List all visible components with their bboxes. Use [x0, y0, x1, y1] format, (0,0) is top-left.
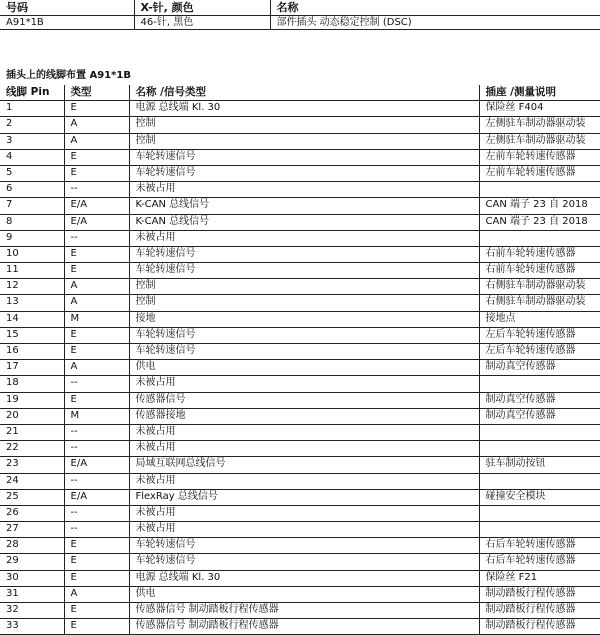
- pin-signal-cell: 传感器信号 制动踏板行程传感器: [129, 603, 479, 619]
- pin-signal-cell: 控制: [129, 279, 479, 295]
- pin-assignment-table: [0, 85, 600, 635]
- pin-signal-cell: 传感器接地: [129, 408, 479, 424]
- pin-type-cell: A: [64, 279, 129, 295]
- table-row: [0, 214, 600, 230]
- header-pin: 线脚 Pin: [0, 85, 64, 101]
- table-row: [0, 392, 600, 408]
- pin-number-cell: 23: [0, 457, 64, 473]
- pin-type-cell: M: [64, 408, 129, 424]
- pin-type-cell: --: [64, 473, 129, 489]
- pin-socket-cell: CAN 端子 23 自 2018: [479, 214, 600, 230]
- pin-number-cell: 15: [0, 327, 64, 343]
- pin-socket-cell: [479, 424, 600, 440]
- table-row: [0, 295, 600, 311]
- pin-number-cell: 25: [0, 489, 64, 505]
- pin-socket-cell: CAN 端子 23 自 2018: [479, 198, 600, 214]
- pin-signal-cell: 接地: [129, 311, 479, 327]
- pin-type-cell: E/A: [64, 198, 129, 214]
- pin-type-cell: E: [64, 603, 129, 619]
- pin-signal-cell: 传感器信号: [129, 392, 479, 408]
- pin-number-cell: 5: [0, 165, 64, 181]
- pin-number-cell: 8: [0, 214, 64, 230]
- pin-number-cell: 14: [0, 311, 64, 327]
- pin-type-cell: --: [64, 522, 129, 538]
- pin-socket-cell: 制动真空传感器: [479, 360, 600, 376]
- pin-number-cell: 16: [0, 344, 64, 360]
- table-row: [0, 489, 600, 505]
- pin-socket-cell: 制动真空传感器: [479, 408, 600, 424]
- table-row: [0, 586, 600, 602]
- pin-socket-cell: 制动踏板行程传感器: [479, 603, 600, 619]
- table-row: [0, 311, 600, 327]
- pin-number-cell: 13: [0, 295, 64, 311]
- pin-number-cell: 3: [0, 133, 64, 149]
- pin-signal-cell: 车轮转速信号: [129, 538, 479, 554]
- header-signal: 名称 /信号类型: [129, 85, 479, 101]
- pin-socket-cell: 右前车轮转速传感器: [479, 263, 600, 279]
- header-number: 号码: [0, 0, 134, 16]
- pin-type-cell: --: [64, 376, 129, 392]
- pin-signal-cell: 供电: [129, 360, 479, 376]
- pin-number-cell: 32: [0, 603, 64, 619]
- pin-socket-cell: 右侧驻车制动器驱动装: [479, 295, 600, 311]
- pin-socket-cell: [479, 473, 600, 489]
- pin-type-cell: E: [64, 538, 129, 554]
- table-row: [0, 246, 600, 262]
- pin-signal-cell: 控制: [129, 117, 479, 133]
- pin-number-cell: 27: [0, 522, 64, 538]
- pin-socket-cell: 左后车轮转速传感器: [479, 344, 600, 360]
- pin-signal-cell: FlexRay 总线信号: [129, 489, 479, 505]
- table-row: [0, 457, 600, 473]
- pin-socket-cell: 左前车轮转速传感器: [479, 149, 600, 165]
- table-row: [0, 165, 600, 181]
- table-row: [0, 117, 600, 133]
- pin-socket-cell: 右后车轮转速传感器: [479, 538, 600, 554]
- table-row: [0, 149, 600, 165]
- pin-signal-cell: 控制: [129, 133, 479, 149]
- pin-signal-cell: 电源 总线端 Kl. 30: [129, 570, 479, 586]
- pin-number-cell: 28: [0, 538, 64, 554]
- pin-number-cell: 20: [0, 408, 64, 424]
- pin-type-cell: --: [64, 441, 129, 457]
- table-row: [0, 376, 600, 392]
- pin-signal-cell: 车轮转速信号: [129, 344, 479, 360]
- connector-pin-color: 46-针, 黑色: [134, 16, 270, 30]
- table-row: [0, 554, 600, 570]
- table-row: [0, 424, 600, 440]
- pin-signal-cell: 局域互联网总线信号: [129, 457, 479, 473]
- pin-type-cell: E: [64, 619, 129, 635]
- pin-number-cell: 7: [0, 198, 64, 214]
- pin-type-cell: A: [64, 133, 129, 149]
- pin-type-cell: E: [64, 165, 129, 181]
- pin-socket-cell: [479, 441, 600, 457]
- pin-number-cell: 19: [0, 392, 64, 408]
- pin-socket-cell: 右后车轮转速传感器: [479, 554, 600, 570]
- pin-type-cell: --: [64, 505, 129, 521]
- pin-number-cell: 12: [0, 279, 64, 295]
- pin-socket-cell: 碰撞安全模块: [479, 489, 600, 505]
- pin-type-cell: E: [64, 101, 129, 117]
- pin-signal-cell: 车轮转速信号: [129, 246, 479, 262]
- table-row: [0, 263, 600, 279]
- pin-number-cell: 11: [0, 263, 64, 279]
- table-row: [0, 408, 600, 424]
- pin-number-cell: 24: [0, 473, 64, 489]
- pin-type-cell: E/A: [64, 489, 129, 505]
- pin-type-cell: E: [64, 246, 129, 262]
- pin-number-cell: 10: [0, 246, 64, 262]
- connector-info-header-row: [0, 0, 600, 16]
- pin-signal-cell: 车轮转速信号: [129, 327, 479, 343]
- pin-socket-cell: 制动踏板行程传感器: [479, 619, 600, 635]
- pin-socket-cell: 左侧驻车制动器驱动装: [479, 117, 600, 133]
- table-row: [0, 570, 600, 586]
- pin-number-cell: 30: [0, 570, 64, 586]
- pin-socket-cell: [479, 376, 600, 392]
- table-row: [0, 538, 600, 554]
- pin-signal-cell: 未被占用: [129, 424, 479, 440]
- pin-number-cell: 1: [0, 101, 64, 117]
- pin-socket-cell: [479, 522, 600, 538]
- pin-type-cell: E: [64, 554, 129, 570]
- table-row: [0, 360, 600, 376]
- pin-signal-cell: 供电: [129, 586, 479, 602]
- header-name: 名称: [270, 0, 600, 16]
- pin-number-cell: 18: [0, 376, 64, 392]
- pin-number-cell: 9: [0, 230, 64, 246]
- pin-signal-cell: K-CAN 总线信号: [129, 198, 479, 214]
- pin-type-cell: M: [64, 311, 129, 327]
- pin-number-cell: 26: [0, 505, 64, 521]
- connector-info-row: [0, 16, 600, 30]
- table-row: [0, 133, 600, 149]
- header-pin-color: X-针, 颜色: [134, 0, 270, 16]
- pin-type-cell: A: [64, 295, 129, 311]
- pin-signal-cell: 未被占用: [129, 182, 479, 198]
- pin-type-cell: --: [64, 230, 129, 246]
- pin-signal-cell: 车轮转速信号: [129, 165, 479, 181]
- table-row: [0, 619, 600, 635]
- table-row: [0, 522, 600, 538]
- section-title: 插头上的线脚布置 A91*1B: [6, 70, 131, 81]
- pin-signal-cell: 未被占用: [129, 441, 479, 457]
- pin-type-cell: E: [64, 263, 129, 279]
- table-row: [0, 101, 600, 117]
- table-row: [0, 230, 600, 246]
- pin-type-cell: E: [64, 392, 129, 408]
- pin-socket-cell: 左侧驻车制动器驱动装: [479, 133, 600, 149]
- pin-number-cell: 21: [0, 424, 64, 440]
- pin-table-header-row: [0, 85, 600, 101]
- pin-signal-cell: K-CAN 总线信号: [129, 214, 479, 230]
- pin-socket-cell: 接地点: [479, 311, 600, 327]
- pin-socket-cell: 保险丝 F21: [479, 570, 600, 586]
- pin-type-cell: --: [64, 424, 129, 440]
- pin-signal-cell: 车轮转速信号: [129, 263, 479, 279]
- pin-number-cell: 17: [0, 360, 64, 376]
- pin-type-cell: --: [64, 182, 129, 198]
- header-type: 类型: [64, 85, 129, 101]
- pin-signal-cell: 未被占用: [129, 505, 479, 521]
- table-row: [0, 327, 600, 343]
- pin-signal-cell: 控制: [129, 295, 479, 311]
- pin-socket-cell: [479, 505, 600, 521]
- pin-number-cell: 31: [0, 586, 64, 602]
- pin-socket-cell: 驻车制动按钮: [479, 457, 600, 473]
- pin-number-cell: 4: [0, 149, 64, 165]
- connector-number: A91*1B: [0, 16, 134, 30]
- pin-number-cell: 33: [0, 619, 64, 635]
- pin-signal-cell: 车轮转速信号: [129, 149, 479, 165]
- pin-socket-cell: 右侧驻车制动器驱动装: [479, 279, 600, 295]
- pin-socket-cell: 左后车轮转速传感器: [479, 327, 600, 343]
- pin-signal-cell: 未被占用: [129, 473, 479, 489]
- pin-signal-cell: 车轮转速信号: [129, 554, 479, 570]
- pin-socket-cell: 左前车轮转速传感器: [479, 165, 600, 181]
- pin-number-cell: 29: [0, 554, 64, 570]
- pin-type-cell: E: [64, 327, 129, 343]
- table-row: [0, 344, 600, 360]
- pin-signal-cell: 电源 总线端 Kl. 30: [129, 101, 479, 117]
- table-row: [0, 198, 600, 214]
- pin-type-cell: E: [64, 149, 129, 165]
- pin-type-cell: E/A: [64, 214, 129, 230]
- pin-signal-cell: 传感器信号 制动踏板行程传感器: [129, 619, 479, 635]
- pin-socket-cell: 右前车轮转速传感器: [479, 246, 600, 262]
- table-row: [0, 279, 600, 295]
- pin-socket-cell: 制动踏板行程传感器: [479, 586, 600, 602]
- connector-name: 部件插头 动态稳定控制 (DSC): [270, 16, 600, 30]
- table-row: [0, 505, 600, 521]
- pin-type-cell: E: [64, 570, 129, 586]
- table-row: [0, 182, 600, 198]
- table-row: [0, 603, 600, 619]
- pin-signal-cell: 未被占用: [129, 522, 479, 538]
- pin-signal-cell: 未被占用: [129, 230, 479, 246]
- connector-info-table: [0, 0, 600, 30]
- pin-type-cell: E/A: [64, 457, 129, 473]
- table-row: [0, 473, 600, 489]
- pin-number-cell: 2: [0, 117, 64, 133]
- header-socket: 插座 /测量说明: [479, 85, 600, 101]
- pin-socket-cell: [479, 230, 600, 246]
- pin-socket-cell: [479, 182, 600, 198]
- pin-socket-cell: 制动真空传感器: [479, 392, 600, 408]
- pin-type-cell: E: [64, 344, 129, 360]
- pin-number-cell: 22: [0, 441, 64, 457]
- pin-type-cell: A: [64, 117, 129, 133]
- pin-signal-cell: 未被占用: [129, 376, 479, 392]
- pin-socket-cell: 保险丝 F404: [479, 101, 600, 117]
- table-row: [0, 441, 600, 457]
- pin-number-cell: 6: [0, 182, 64, 198]
- pin-type-cell: A: [64, 586, 129, 602]
- pin-type-cell: A: [64, 360, 129, 376]
